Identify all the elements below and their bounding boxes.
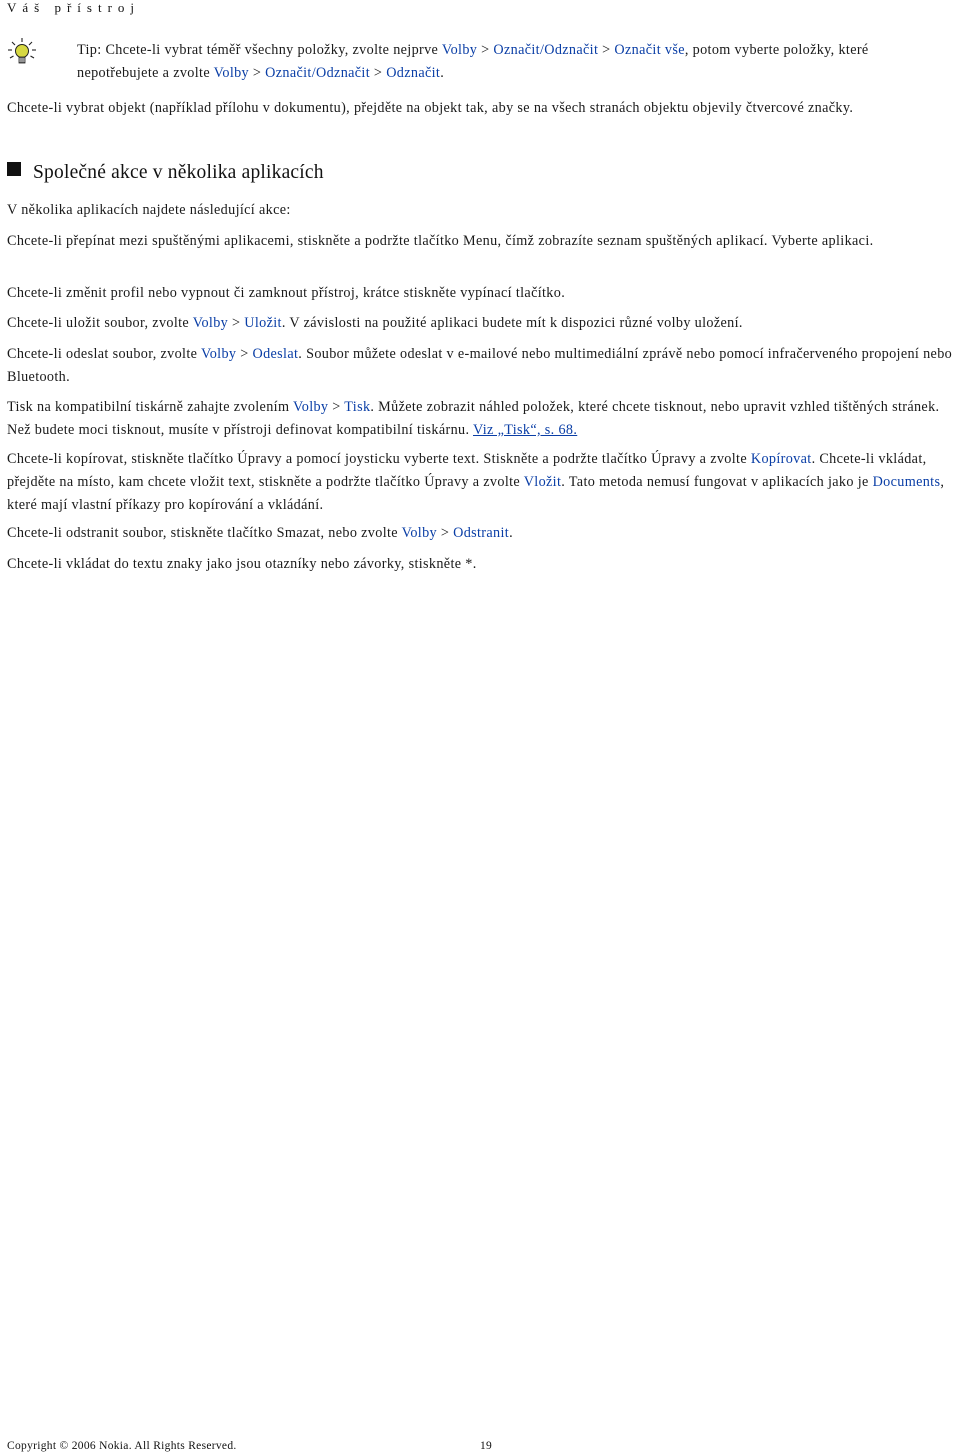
menu-link-oznacit-odznacit[interactable]: Označit/Odznačit [265, 65, 371, 81]
tip-text: Chcete-li vybrat téměř všechny položky, zvolte nejprve [101, 42, 442, 58]
text: . Můžete zobrazit náhled položek, které chcete tisknout, nebo upravit vzhled tištěných stránek. Než budete moci tisknout, musíte v přístroji definovat kompatibilní tiskárnu. [7, 399, 940, 438]
section-heading [7, 160, 324, 186]
send-paragraph [7, 343, 955, 389]
delete-paragraph [7, 522, 955, 545]
special-chars-paragraph: Chcete-li vkládat do textu znaky jako jsou otazníky nebo závorky, stiskněte *. [7, 556, 477, 572]
text: . Tato metoda nemusí fungovat v aplikacích jako je [561, 474, 873, 490]
menu-link-odeslat[interactable]: Odeslat [252, 346, 299, 362]
menu-link-oznacit-vse[interactable]: Označit vše [614, 42, 685, 58]
menu-link-odznacit[interactable]: Odznačit [386, 65, 441, 81]
text: . Chcete-li vkládat, přejděte na místo, kam chcete vložit text, stiskněte a podržte tlačítko Úpravy a zvolte [7, 451, 927, 490]
separator: > [328, 399, 345, 415]
save-paragraph [7, 312, 955, 335]
menu-link-volby[interactable]: Volby [213, 65, 249, 81]
app-name-documents[interactable]: Documents [872, 474, 941, 490]
copyright: Copyright © 2006 Nokia. All Rights Reserved. [7, 1440, 237, 1452]
text: , které mají vlastní příkazy pro kopírování a vkládání. [7, 474, 945, 513]
menu-link-tisk[interactable]: Tisk [344, 399, 371, 415]
text: Chcete-li kopírovat, stiskněte tlačítko Úpravy a pomocí joysticku vyberte text. Stiskněte a podržte tlačítko Úpravy a zvolte [7, 451, 751, 467]
running-head: Váš přístroj [7, 0, 141, 15]
tip-text: . [440, 65, 445, 81]
copy-paragraph [7, 448, 955, 517]
text: . [509, 525, 513, 541]
separator: > [370, 65, 387, 81]
menu-link-oznacit-odznacit[interactable]: Označit/Odznačit [493, 42, 599, 58]
select-object-paragraph: Chcete-li vybrat objekt (například přílohu v dokumentu), přejděte na objekt tak, aby se na všech stranách objektu objevily čtvercové značky. [7, 100, 854, 116]
text: Chcete-li uložit soubor, zvolte [7, 315, 193, 331]
menu-link-volby[interactable]: Volby [441, 42, 478, 58]
intro-paragraph: V několika aplikacích najdete následující akce: [7, 202, 291, 218]
separator: > [249, 65, 266, 81]
menu-link-volby[interactable]: Volby [401, 525, 437, 541]
separator: > [228, 315, 245, 331]
menu-link-odstranit[interactable]: Odstranit [453, 525, 510, 541]
menu-link-kopirovat[interactable]: Kopírovat [750, 451, 812, 467]
tip-text: , potom vyberte položky, které nepotřebujete a zvolte [77, 42, 869, 81]
page-number: 19 [480, 1440, 493, 1452]
menu-link-ulozit[interactable]: Uložit [244, 315, 282, 331]
separator: > [436, 525, 454, 541]
menu-link-vlozit[interactable]: Vložit [523, 474, 562, 490]
separator: > [236, 346, 253, 362]
menu-link-volby[interactable]: Volby [292, 399, 329, 415]
lightbulb-icon [7, 37, 37, 67]
tip-paragraph [77, 39, 947, 85]
square-bullet-icon [7, 162, 21, 176]
separator: > [477, 42, 494, 58]
text: . Soubor můžete odeslat v e-mailové nebo multimediální zprávě nebo pomocí infračerveného propojení nebo Bluetooth. [7, 346, 953, 385]
separator: > [598, 42, 615, 58]
text: . V závislosti na použité aplikaci budete mít k dispozici různé volby uložení. [281, 315, 743, 331]
print-paragraph [7, 396, 955, 442]
page-footer [7, 1440, 947, 1452]
profile-paragraph: Chcete-li změnit profil nebo vypnout či zamknout přístroj, krátce stiskněte vypínací tlačítko. [7, 285, 566, 301]
tip-label: Tip: [77, 42, 102, 58]
text: Tisk na kompatibilní tiskárně zahajte zvolením [7, 399, 293, 415]
text: Chcete-li odeslat soubor, zvolte [7, 346, 201, 362]
menu-link-volby[interactable]: Volby [200, 346, 237, 362]
cross-reference-link[interactable]: Viz „Tisk“, s. 68. [473, 422, 578, 438]
switch-apps-paragraph: Chcete-li přepínat mezi spuštěnými aplikacemi, stiskněte a podržte tlačítko Menu, čímž zobrazíte seznam spuštěných aplikací. Vyberte aplikaci. [7, 233, 874, 249]
section-heading-text: Společné akce v několika aplikacích [33, 162, 324, 183]
menu-link-volby[interactable]: Volby [192, 315, 229, 331]
text: Chcete-li odstranit soubor, stiskněte tlačítko Smazat, nebo zvolte [7, 525, 402, 541]
